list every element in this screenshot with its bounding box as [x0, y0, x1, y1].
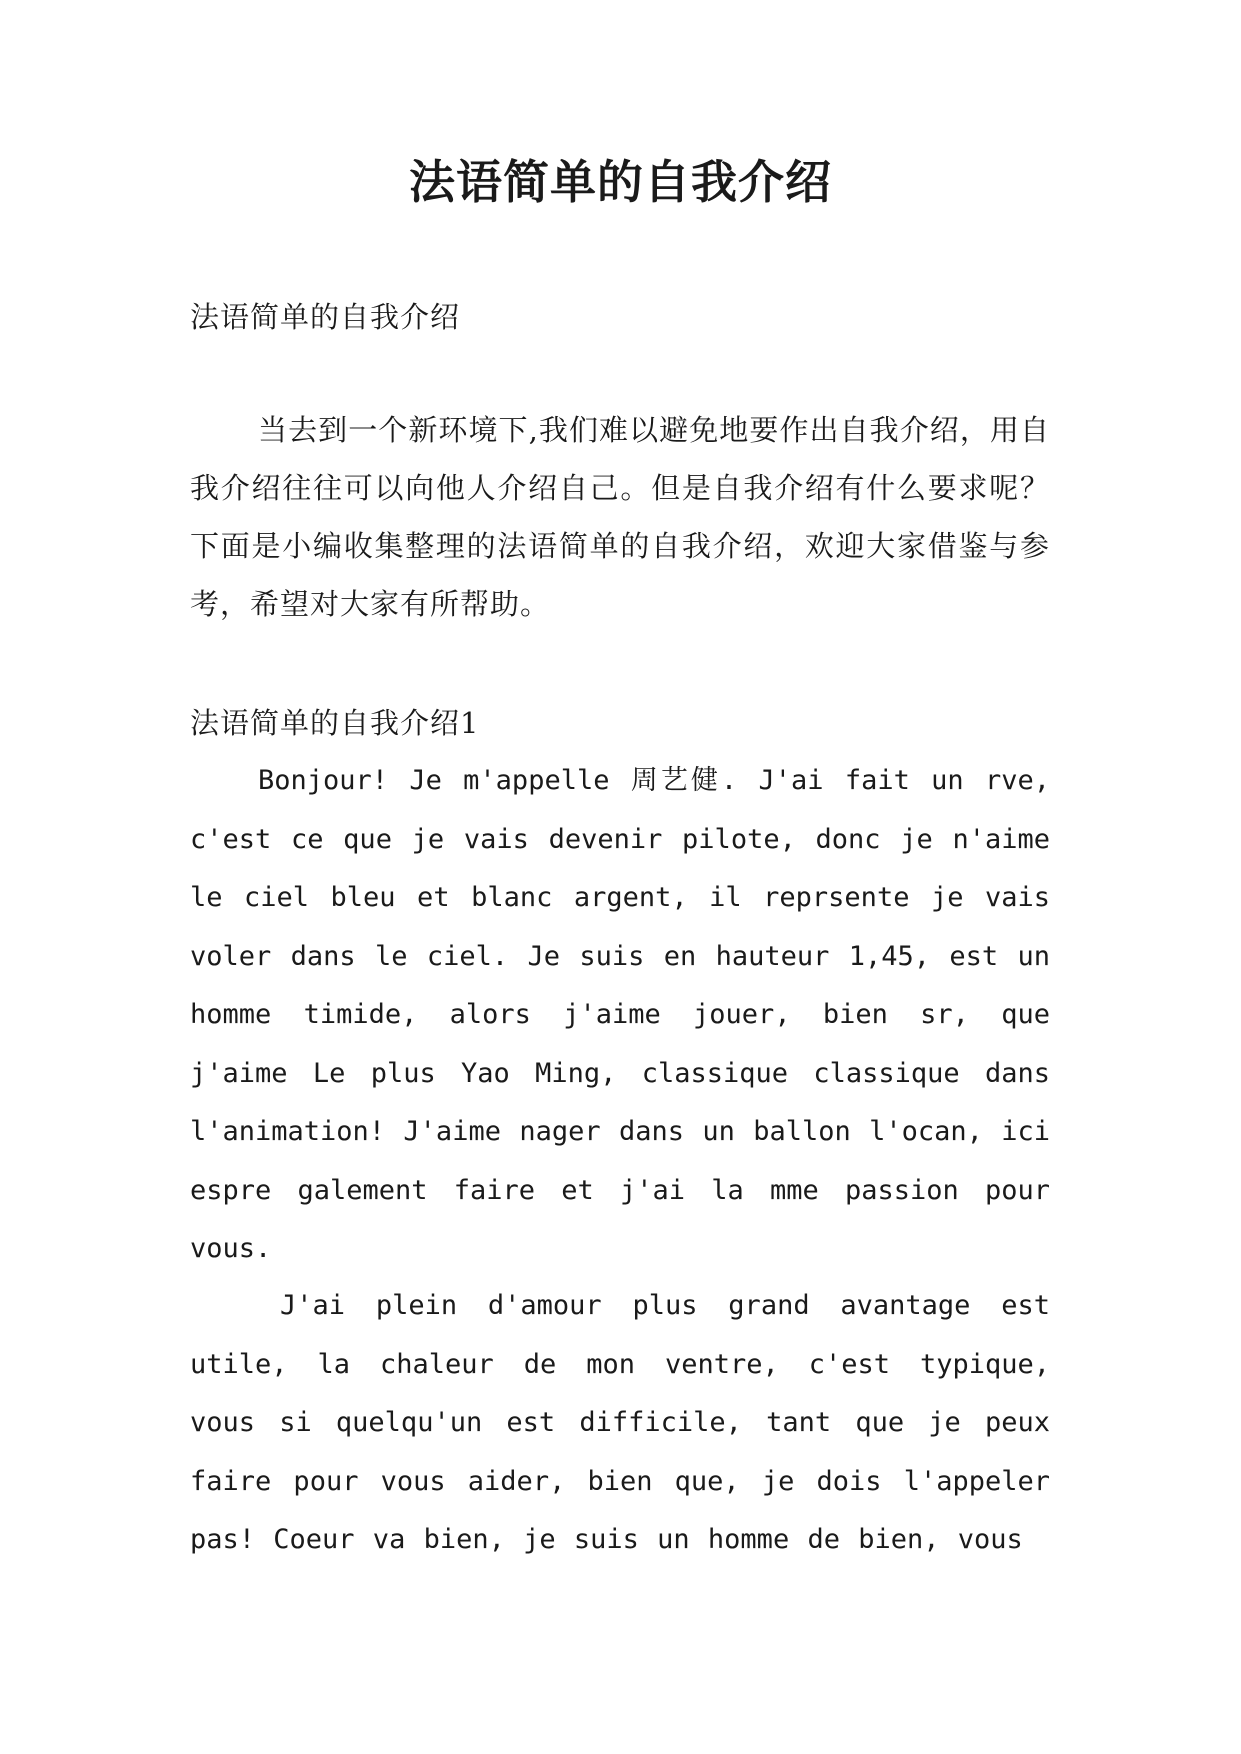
- intro-paragraph: 当去到一个新环境下,我们难以避免地要作出自我介绍，用自我介绍往往可以向他人介绍自己。但是自我介绍有什么要求呢？下面是小编收集整理的法语简单的自我介绍，欢迎大家借鉴与参考，希望对大家有所帮助。: [190, 413, 1050, 621]
- document-subtitle: 法语简单的自我介绍: [190, 300, 461, 334]
- body-paragraph-1: Bonjour! Je m'appelle 周艺健. J'ai fait un rve, c'est ce que je vais devenir pilote, donc je n'aime le ciel bleu et blanc argent, il reprsente je vais voler dans le ciel. Je suis en hauteur 1,45, est un homme timide, alors j'aime jouer, bien sr, que j'aime Le plus Yao Ming, classique classique dans l'animation! J'aime nager dans un ballon l'ocan, ici espre galement faire et j'ai la mme passion pour vous.: [190, 765, 1050, 1264]
- section-heading: 法语简单的自我介绍1: [190, 706, 480, 740]
- page-title: 法语简单的自我介绍: [409, 155, 832, 209]
- body-paragraph-2: J'ai plein d'amour plus grand avantage est utile, la chaleur de mon ventre, c'est typique, vous si quelqu'un est difficile, tant que je peux faire pour vous aider, bien que, je dois l'appeler pas! Coeur va bien, je suis un homme de bien, vous: [190, 1290, 1050, 1555]
